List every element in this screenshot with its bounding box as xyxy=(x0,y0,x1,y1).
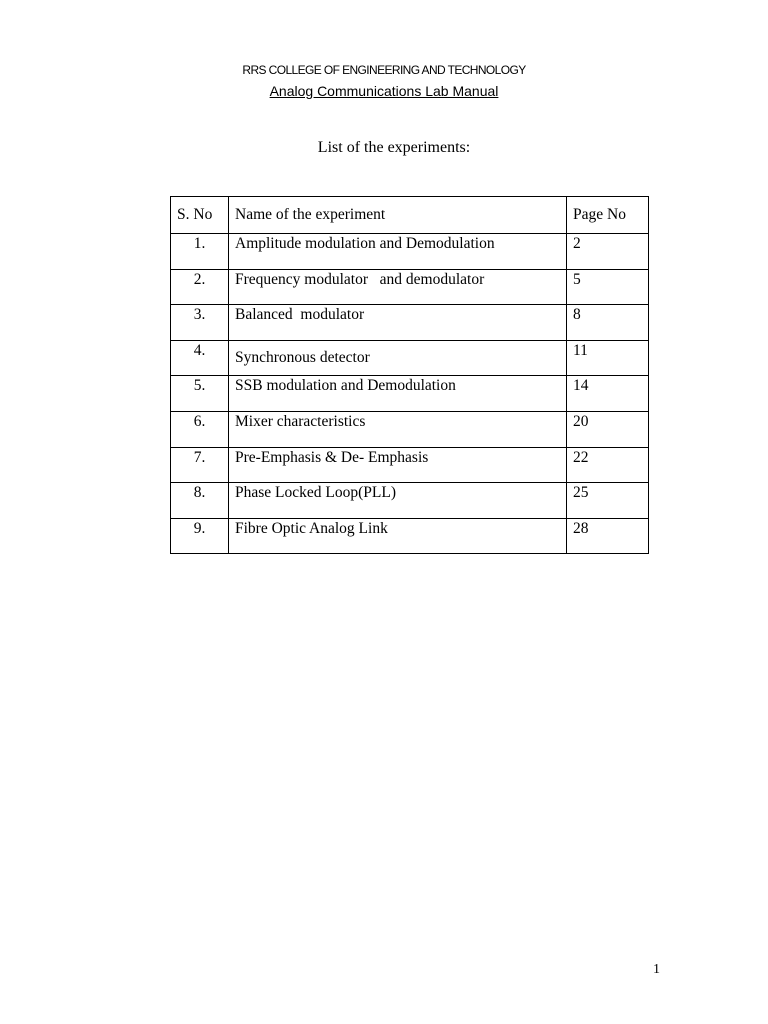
row-sno: 9. xyxy=(171,518,229,554)
table-row xyxy=(171,340,649,376)
table-row xyxy=(171,234,649,270)
row-sno: 8. xyxy=(171,483,229,519)
row-experiment-name: Fibre Optic Analog Link xyxy=(229,518,567,554)
table-row xyxy=(171,483,649,519)
row-sno: 6. xyxy=(171,411,229,447)
experiments-table xyxy=(170,196,649,554)
column-header-name: Name of the experiment xyxy=(229,197,567,234)
list-heading: List of the experiments: xyxy=(317,139,471,156)
manual-title xyxy=(0,81,768,101)
row-page-no: 14 xyxy=(567,376,649,412)
row-page-no: 2 xyxy=(567,234,649,270)
table-header-row xyxy=(171,197,649,234)
manual-title-text: Analog Communications Lab Manual xyxy=(269,83,499,99)
row-experiment-name: Phase Locked Loop(PLL) xyxy=(229,483,567,519)
college-name: RRS COLLEGE OF ENGINEERING AND TECHNOLOGY xyxy=(242,63,526,77)
page-number: 1 xyxy=(653,962,660,977)
row-sno: 7. xyxy=(171,447,229,483)
table-row xyxy=(171,376,649,412)
row-page-no: 22 xyxy=(567,447,649,483)
row-page-no: 11 xyxy=(567,340,649,376)
table-row xyxy=(171,411,649,447)
row-page-no: 25 xyxy=(567,483,649,519)
table-row xyxy=(171,518,649,554)
row-experiment-name: Amplitude modulation and Demodulation xyxy=(229,234,567,270)
row-page-no: 8 xyxy=(567,305,649,341)
row-experiment-name: Balanced modulator xyxy=(229,305,567,341)
table-row xyxy=(171,269,649,305)
row-sno: 2. xyxy=(171,269,229,305)
row-experiment-name: Frequency modulator and demodulator xyxy=(229,269,567,305)
row-sno: 1. xyxy=(171,234,229,270)
row-experiment-name: Pre-Emphasis & De- Emphasis xyxy=(229,447,567,483)
row-sno: 3. xyxy=(171,305,229,341)
row-experiment-name: SSB modulation and Demodulation xyxy=(229,376,567,412)
row-page-no: 5 xyxy=(567,269,649,305)
row-sno: 5. xyxy=(171,376,229,412)
row-page-no: 28 xyxy=(567,518,649,554)
row-sno: 4. xyxy=(171,340,229,376)
table-row xyxy=(171,447,649,483)
column-header-page: Page No xyxy=(567,197,649,234)
row-experiment-name: Synchronous detector xyxy=(229,340,567,376)
column-header-sno: S. No xyxy=(171,197,229,234)
row-experiment-name: Mixer characteristics xyxy=(229,411,567,447)
row-page-no: 20 xyxy=(567,411,649,447)
table-row xyxy=(171,305,649,341)
